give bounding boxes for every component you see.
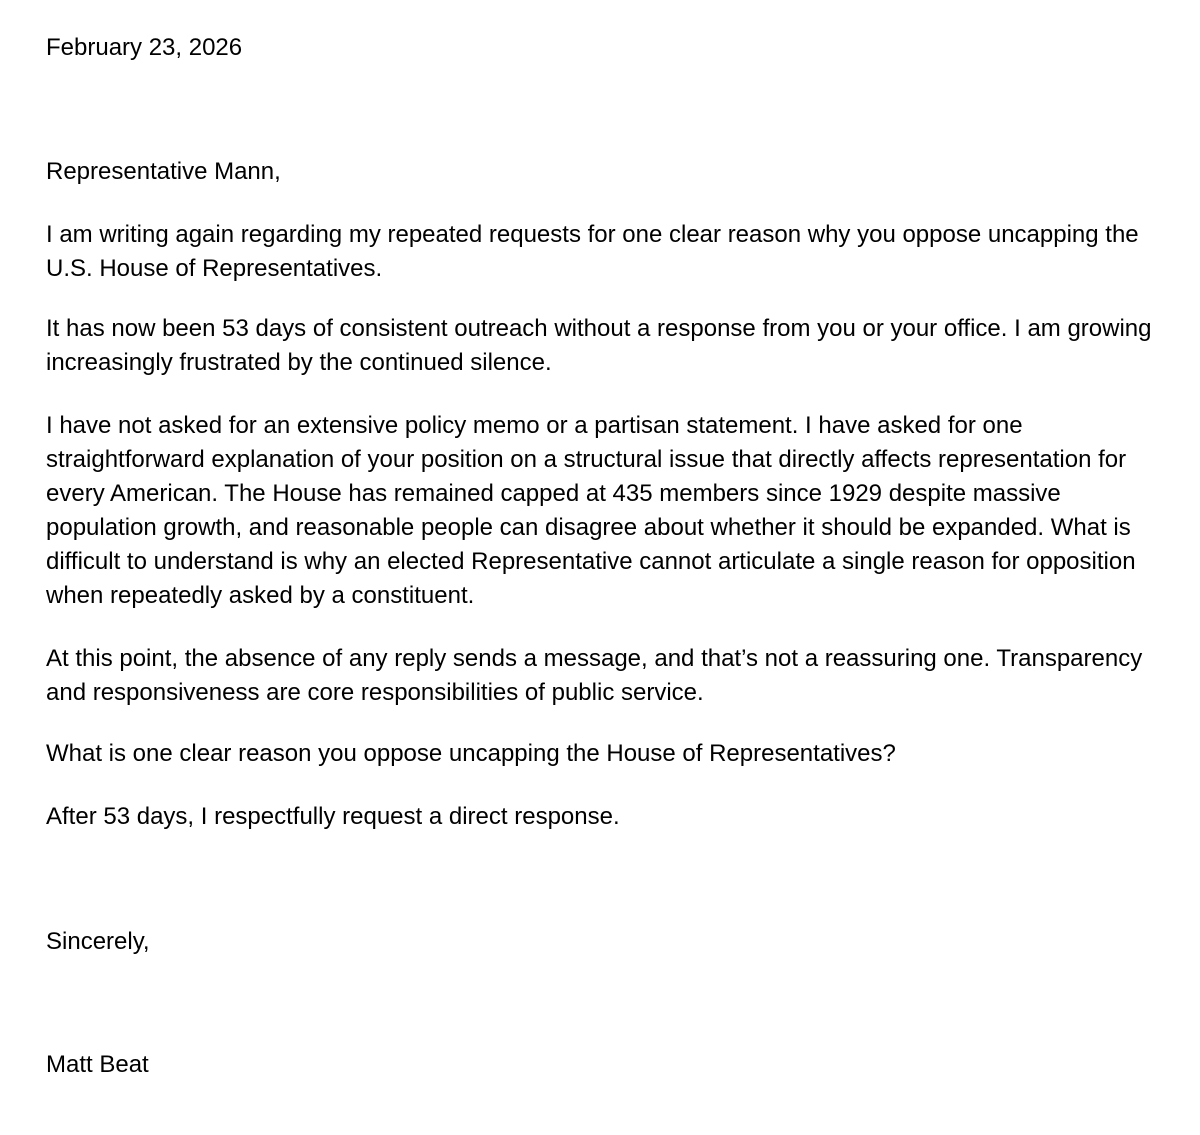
letter-paragraph: After 53 days, I respectfully request a direct response.: [46, 803, 620, 830]
letter-signature: Matt Beat: [46, 1051, 149, 1078]
letter-paragraph: What is one clear reason you oppose uncapping the House of Representatives?: [46, 740, 896, 767]
letter-date: February 23, 2026: [46, 34, 243, 61]
letter-salutation: Representative Mann,: [46, 158, 281, 185]
letter-paragraph: I am writing again regarding my repeated requests for one clear reason why you oppose uncapping the U.S. House of Representatives.: [46, 221, 1139, 282]
letter-closing: Sincerely,: [46, 928, 150, 955]
letter-paragraph: I have not asked for an extensive policy memo or a partisan statement. I have asked for one straightforward explanation of your position on a structural issue that directly affects representation for every American. The House has remained capped at 435 members since 1929 despite massive population growth, and reasonable people can disagree about whether it should be expanded. What is difficult to understand is why an elected Representative cannot articulate a single reason for opposition when repeatedly asked by a constituent.: [46, 412, 1136, 609]
letter-paragraph: It has now been 53 days of consistent outreach without a response from you or your office. I am growing increasingly frustrated by the continued silence.: [46, 315, 1152, 376]
letter-paragraph: At this point, the absence of any reply sends a message, and that’s not a reassuring one. Transparency and responsiveness are core responsibilities of public service.: [46, 645, 1143, 706]
